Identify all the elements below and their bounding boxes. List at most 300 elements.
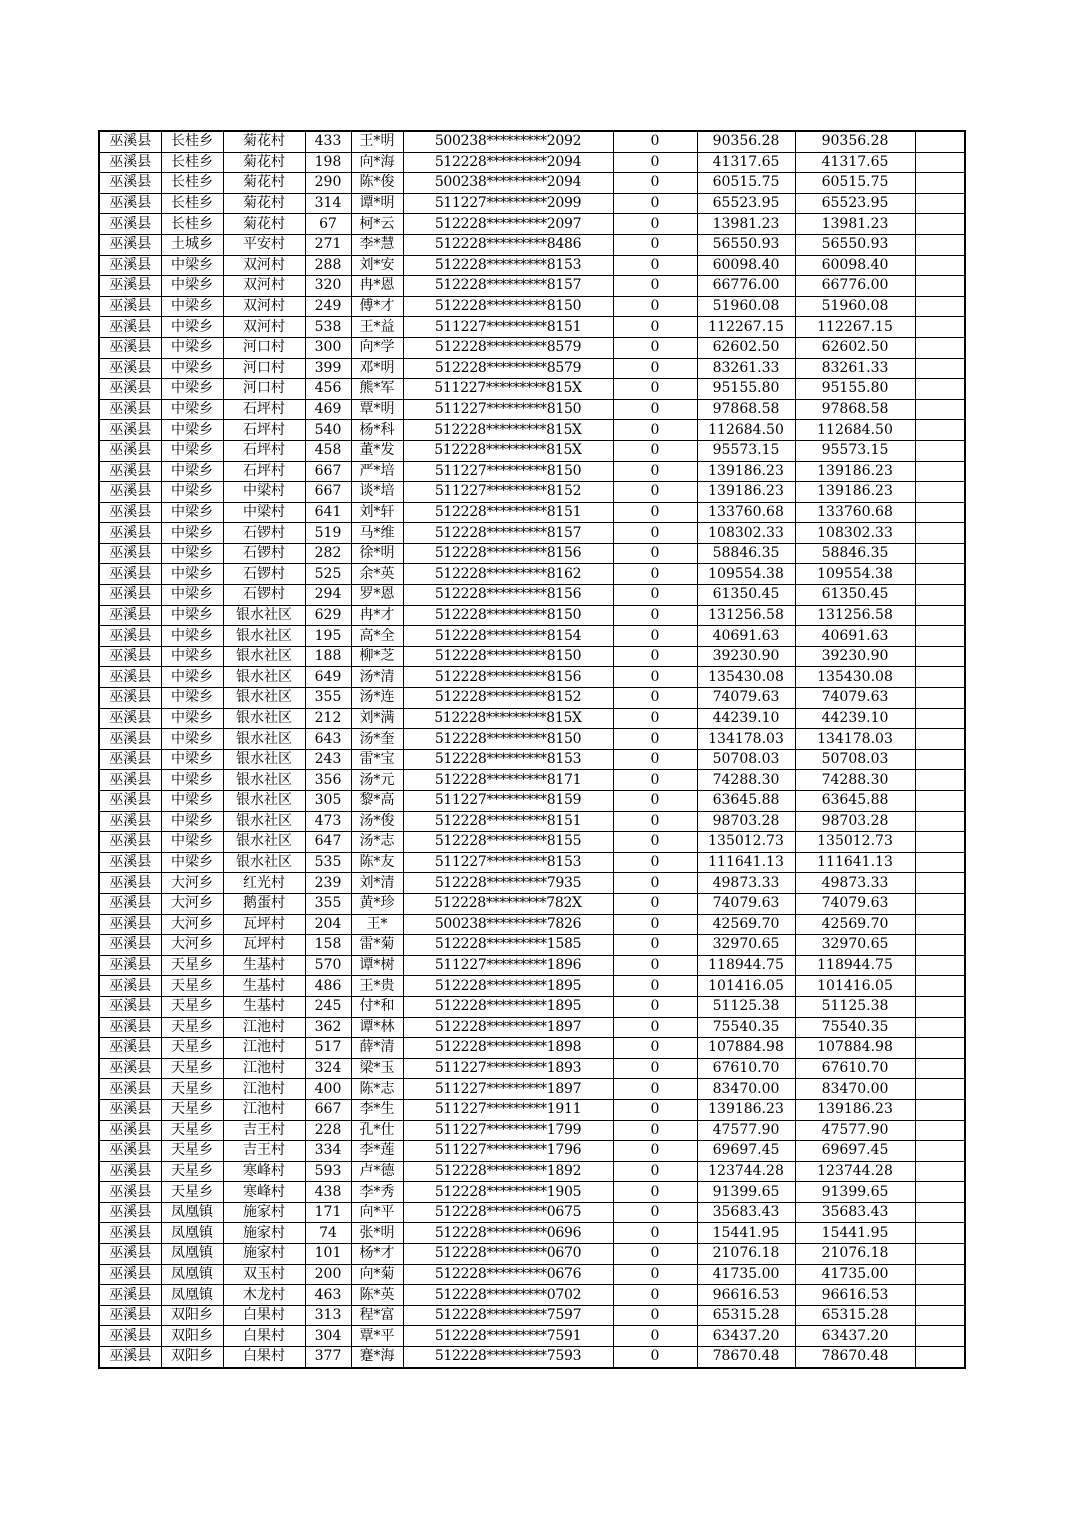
county-cell: 巫溪县 — [99, 626, 161, 647]
village-cell: 菊花村 — [223, 173, 305, 194]
county-cell: 巫溪县 — [99, 729, 161, 750]
table-row — [99, 605, 965, 626]
amount-cell: 96616.53 — [697, 1285, 795, 1306]
table-row — [99, 234, 965, 255]
flag-cell: 0 — [613, 358, 697, 379]
note-cell — [915, 337, 965, 358]
township-cell: 天星乡 — [161, 1038, 223, 1059]
id-number-cell: 512228*********8150 — [403, 729, 613, 750]
table-row — [99, 276, 965, 297]
village-cell: 石锣村 — [223, 585, 305, 606]
village-cell: 江池村 — [223, 1099, 305, 1120]
total-cell: 13981.23 — [795, 214, 915, 235]
table-row — [99, 708, 965, 729]
flag-cell: 0 — [613, 440, 697, 461]
amount-cell: 90356.28 — [697, 131, 795, 152]
county-cell: 巫溪县 — [99, 996, 161, 1017]
area-cell: 517 — [305, 1038, 351, 1059]
area-cell: 334 — [305, 1141, 351, 1162]
amount-cell: 50708.03 — [697, 749, 795, 770]
township-cell: 天星乡 — [161, 1182, 223, 1203]
township-cell: 凤凰镇 — [161, 1264, 223, 1285]
flag-cell: 0 — [613, 955, 697, 976]
table-row — [99, 893, 965, 914]
area-cell: 486 — [305, 976, 351, 997]
id-number-cell: 512228*********8157 — [403, 523, 613, 544]
area-cell: 525 — [305, 564, 351, 585]
name-cell: 付*和 — [351, 996, 403, 1017]
flag-cell: 0 — [613, 1058, 697, 1079]
note-cell — [915, 379, 965, 400]
county-cell: 巫溪县 — [99, 564, 161, 585]
amount-cell: 63437.20 — [697, 1326, 795, 1347]
flag-cell: 0 — [613, 893, 697, 914]
flag-cell: 0 — [613, 996, 697, 1017]
flag-cell: 0 — [613, 379, 697, 400]
amount-cell: 98703.28 — [697, 811, 795, 832]
flag-cell: 0 — [613, 1017, 697, 1038]
note-cell — [915, 914, 965, 935]
total-cell: 83470.00 — [795, 1079, 915, 1100]
name-cell: 黎*高 — [351, 791, 403, 812]
village-cell: 菊花村 — [223, 131, 305, 152]
area-cell: 399 — [305, 358, 351, 379]
county-cell: 巫溪县 — [99, 1099, 161, 1120]
township-cell: 中梁乡 — [161, 605, 223, 626]
area-cell: 304 — [305, 1326, 351, 1347]
flag-cell: 0 — [613, 131, 697, 152]
village-cell: 石坪村 — [223, 420, 305, 441]
total-cell: 135012.73 — [795, 832, 915, 853]
name-cell: 汤*志 — [351, 832, 403, 853]
township-cell: 天星乡 — [161, 955, 223, 976]
note-cell — [915, 317, 965, 338]
flag-cell: 0 — [613, 214, 697, 235]
flag-cell: 0 — [613, 399, 697, 420]
county-cell: 巫溪县 — [99, 440, 161, 461]
township-cell: 双阳乡 — [161, 1347, 223, 1368]
township-cell: 中梁乡 — [161, 440, 223, 461]
note-cell — [915, 1161, 965, 1182]
village-cell: 白果村 — [223, 1326, 305, 1347]
table-row — [99, 935, 965, 956]
total-cell: 74288.30 — [795, 770, 915, 791]
note-cell — [915, 646, 965, 667]
table-row — [99, 420, 965, 441]
total-cell: 47577.90 — [795, 1120, 915, 1141]
amount-cell: 75540.35 — [697, 1017, 795, 1038]
flag-cell: 0 — [613, 914, 697, 935]
id-number-cell: 512228*********8156 — [403, 667, 613, 688]
county-cell: 巫溪县 — [99, 482, 161, 503]
name-cell: 冉*才 — [351, 605, 403, 626]
table-row — [99, 502, 965, 523]
id-number-cell: 511227*********8153 — [403, 852, 613, 873]
amount-cell: 91399.65 — [697, 1182, 795, 1203]
total-cell: 44239.10 — [795, 708, 915, 729]
county-cell: 巫溪县 — [99, 131, 161, 152]
name-cell: 王*益 — [351, 317, 403, 338]
id-number-cell: 511227*********8150 — [403, 399, 613, 420]
note-cell — [915, 1264, 965, 1285]
total-cell: 133760.68 — [795, 502, 915, 523]
table-row — [99, 1058, 965, 1079]
area-cell: 458 — [305, 440, 351, 461]
note-cell — [915, 791, 965, 812]
county-cell: 巫溪县 — [99, 1305, 161, 1326]
township-cell: 中梁乡 — [161, 585, 223, 606]
table-row — [99, 1182, 965, 1203]
total-cell: 15441.95 — [795, 1223, 915, 1244]
amount-cell: 74079.63 — [697, 893, 795, 914]
table-row — [99, 358, 965, 379]
id-number-cell: 512228*********2094 — [403, 152, 613, 173]
amount-cell: 63645.88 — [697, 791, 795, 812]
id-number-cell: 512228*********8156 — [403, 585, 613, 606]
area-cell: 243 — [305, 749, 351, 770]
county-cell: 巫溪县 — [99, 523, 161, 544]
flag-cell: 0 — [613, 337, 697, 358]
name-cell: 柳*芝 — [351, 646, 403, 667]
note-cell — [915, 852, 965, 873]
note-cell — [915, 770, 965, 791]
name-cell: 王*明 — [351, 131, 403, 152]
name-cell: 谭*明 — [351, 193, 403, 214]
amount-cell: 135012.73 — [697, 832, 795, 853]
county-cell: 巫溪县 — [99, 234, 161, 255]
area-cell: 356 — [305, 770, 351, 791]
name-cell: 陈*英 — [351, 1285, 403, 1306]
name-cell: 黄*珍 — [351, 893, 403, 914]
amount-cell: 61350.45 — [697, 585, 795, 606]
amount-cell: 109554.38 — [697, 564, 795, 585]
table-row — [99, 852, 965, 873]
amount-cell: 131256.58 — [697, 605, 795, 626]
note-cell — [915, 502, 965, 523]
name-cell: 陈*俊 — [351, 173, 403, 194]
county-cell: 巫溪县 — [99, 1182, 161, 1203]
amount-cell: 74288.30 — [697, 770, 795, 791]
table-row — [99, 1099, 965, 1120]
name-cell: 李*莲 — [351, 1141, 403, 1162]
county-cell: 巫溪县 — [99, 358, 161, 379]
id-number-cell: 512228*********8151 — [403, 502, 613, 523]
area-cell: 362 — [305, 1017, 351, 1038]
table-row — [99, 399, 965, 420]
area-cell: 271 — [305, 234, 351, 255]
county-cell: 巫溪县 — [99, 276, 161, 297]
amount-cell: 15441.95 — [697, 1223, 795, 1244]
total-cell: 63645.88 — [795, 791, 915, 812]
total-cell: 65523.95 — [795, 193, 915, 214]
name-cell: 罗*恩 — [351, 585, 403, 606]
area-cell: 456 — [305, 379, 351, 400]
amount-cell: 112684.50 — [697, 420, 795, 441]
id-number-cell: 511227*********8151 — [403, 317, 613, 338]
note-cell — [915, 523, 965, 544]
flag-cell: 0 — [613, 193, 697, 214]
name-cell: 汤*连 — [351, 688, 403, 709]
amount-cell: 41317.65 — [697, 152, 795, 173]
area-cell: 294 — [305, 585, 351, 606]
amount-cell: 39230.90 — [697, 646, 795, 667]
area-cell: 438 — [305, 1182, 351, 1203]
village-cell: 江池村 — [223, 1058, 305, 1079]
amount-cell: 35683.43 — [697, 1202, 795, 1223]
area-cell: 433 — [305, 131, 351, 152]
village-cell: 银水社区 — [223, 729, 305, 750]
village-cell: 菊花村 — [223, 193, 305, 214]
total-cell: 97868.58 — [795, 399, 915, 420]
township-cell: 天星乡 — [161, 996, 223, 1017]
total-cell: 101416.05 — [795, 976, 915, 997]
total-cell: 91399.65 — [795, 1182, 915, 1203]
township-cell: 天星乡 — [161, 1141, 223, 1162]
township-cell: 中梁乡 — [161, 337, 223, 358]
flag-cell: 0 — [613, 832, 697, 853]
village-cell: 白果村 — [223, 1305, 305, 1326]
county-cell: 巫溪县 — [99, 502, 161, 523]
amount-cell: 83261.33 — [697, 358, 795, 379]
flag-cell: 0 — [613, 1182, 697, 1203]
flag-cell: 0 — [613, 1120, 697, 1141]
table-row — [99, 770, 965, 791]
total-cell: 56550.93 — [795, 234, 915, 255]
id-number-cell: 512228*********1897 — [403, 1017, 613, 1038]
county-cell: 巫溪县 — [99, 893, 161, 914]
area-cell: 643 — [305, 729, 351, 750]
amount-cell: 139186.23 — [697, 482, 795, 503]
area-cell: 228 — [305, 1120, 351, 1141]
county-cell: 巫溪县 — [99, 461, 161, 482]
id-number-cell: 512228*********8579 — [403, 358, 613, 379]
note-cell — [915, 543, 965, 564]
note-cell — [915, 585, 965, 606]
note-cell — [915, 1285, 965, 1306]
name-cell: 徐*明 — [351, 543, 403, 564]
county-cell: 巫溪县 — [99, 1058, 161, 1079]
name-cell: 杨*科 — [351, 420, 403, 441]
name-cell: 谭*树 — [351, 955, 403, 976]
note-cell — [915, 1038, 965, 1059]
county-cell: 巫溪县 — [99, 1347, 161, 1368]
area-cell: 158 — [305, 935, 351, 956]
table-row — [99, 1305, 965, 1326]
amount-cell: 83470.00 — [697, 1079, 795, 1100]
name-cell: 李*秀 — [351, 1182, 403, 1203]
table-row — [99, 996, 965, 1017]
county-cell: 巫溪县 — [99, 1161, 161, 1182]
id-number-cell: 511227*********1893 — [403, 1058, 613, 1079]
flag-cell: 0 — [613, 1161, 697, 1182]
village-cell: 瓦坪村 — [223, 935, 305, 956]
note-cell — [915, 1099, 965, 1120]
table-row — [99, 832, 965, 853]
village-cell: 河口村 — [223, 358, 305, 379]
county-cell: 巫溪县 — [99, 1326, 161, 1347]
note-cell — [915, 708, 965, 729]
village-cell: 吉王村 — [223, 1120, 305, 1141]
village-cell: 中梁村 — [223, 482, 305, 503]
county-cell: 巫溪县 — [99, 585, 161, 606]
table-row — [99, 729, 965, 750]
amount-cell: 49873.33 — [697, 873, 795, 894]
township-cell: 中梁乡 — [161, 482, 223, 503]
note-cell — [915, 1058, 965, 1079]
flag-cell: 0 — [613, 626, 697, 647]
id-number-cell: 512228*********815X — [403, 420, 613, 441]
total-cell: 62602.50 — [795, 337, 915, 358]
county-cell: 巫溪县 — [99, 317, 161, 338]
township-cell: 天星乡 — [161, 1120, 223, 1141]
area-cell: 198 — [305, 152, 351, 173]
village-cell: 银水社区 — [223, 646, 305, 667]
amount-cell: 112267.15 — [697, 317, 795, 338]
id-number-cell: 512228*********8153 — [403, 749, 613, 770]
township-cell: 中梁乡 — [161, 749, 223, 770]
area-cell: 300 — [305, 337, 351, 358]
amount-cell: 74079.63 — [697, 688, 795, 709]
area-cell: 355 — [305, 688, 351, 709]
amount-cell: 40691.63 — [697, 626, 795, 647]
note-cell — [915, 955, 965, 976]
flag-cell: 0 — [613, 1099, 697, 1120]
flag-cell: 0 — [613, 1223, 697, 1244]
flag-cell: 0 — [613, 729, 697, 750]
note-cell — [915, 729, 965, 750]
name-cell: 汤*元 — [351, 770, 403, 791]
total-cell: 69697.45 — [795, 1141, 915, 1162]
amount-cell: 123744.28 — [697, 1161, 795, 1182]
flag-cell: 0 — [613, 852, 697, 873]
note-cell — [915, 296, 965, 317]
id-number-cell: 511227*********1896 — [403, 955, 613, 976]
total-cell: 95155.80 — [795, 379, 915, 400]
village-cell: 石锣村 — [223, 523, 305, 544]
county-cell: 巫溪县 — [99, 832, 161, 853]
township-cell: 中梁乡 — [161, 543, 223, 564]
village-cell: 石锣村 — [223, 543, 305, 564]
total-cell: 32970.65 — [795, 935, 915, 956]
county-cell: 巫溪县 — [99, 646, 161, 667]
village-cell: 平安村 — [223, 234, 305, 255]
table-row — [99, 296, 965, 317]
county-cell: 巫溪县 — [99, 811, 161, 832]
village-cell: 菊花村 — [223, 214, 305, 235]
township-cell: 长桂乡 — [161, 193, 223, 214]
table-row — [99, 1326, 965, 1347]
total-cell: 139186.23 — [795, 482, 915, 503]
flag-cell: 0 — [613, 1264, 697, 1285]
village-cell: 生基村 — [223, 976, 305, 997]
village-cell: 江池村 — [223, 1017, 305, 1038]
flag-cell: 0 — [613, 1244, 697, 1265]
note-cell — [915, 255, 965, 276]
area-cell: 667 — [305, 1099, 351, 1120]
table-row — [99, 1141, 965, 1162]
note-cell — [915, 1182, 965, 1203]
note-cell — [915, 667, 965, 688]
note-cell — [915, 131, 965, 152]
flag-cell: 0 — [613, 1326, 697, 1347]
village-cell: 鹅蛋村 — [223, 893, 305, 914]
note-cell — [915, 811, 965, 832]
flag-cell: 0 — [613, 1202, 697, 1223]
township-cell: 中梁乡 — [161, 358, 223, 379]
id-number-cell: 512228*********1905 — [403, 1182, 613, 1203]
name-cell: 汤*奎 — [351, 729, 403, 750]
id-number-cell: 511227*********8159 — [403, 791, 613, 812]
village-cell: 双玉村 — [223, 1264, 305, 1285]
name-cell: 谈*培 — [351, 482, 403, 503]
name-cell: 薛*清 — [351, 1038, 403, 1059]
township-cell: 中梁乡 — [161, 688, 223, 709]
total-cell: 112684.50 — [795, 420, 915, 441]
flag-cell: 0 — [613, 502, 697, 523]
county-cell: 巫溪县 — [99, 173, 161, 194]
total-cell: 107884.98 — [795, 1038, 915, 1059]
village-cell: 银水社区 — [223, 626, 305, 647]
township-cell: 中梁乡 — [161, 399, 223, 420]
total-cell: 51960.08 — [795, 296, 915, 317]
township-cell: 天星乡 — [161, 1099, 223, 1120]
township-cell: 中梁乡 — [161, 832, 223, 853]
flag-cell: 0 — [613, 1347, 697, 1368]
table-row — [99, 1161, 965, 1182]
note-cell — [915, 234, 965, 255]
area-cell: 473 — [305, 811, 351, 832]
flag-cell: 0 — [613, 317, 697, 338]
area-cell: 195 — [305, 626, 351, 647]
amount-cell: 133760.68 — [697, 502, 795, 523]
village-cell: 石坪村 — [223, 461, 305, 482]
township-cell: 中梁乡 — [161, 502, 223, 523]
flag-cell: 0 — [613, 1079, 697, 1100]
total-cell: 39230.90 — [795, 646, 915, 667]
flag-cell: 0 — [613, 708, 697, 729]
total-cell: 40691.63 — [795, 626, 915, 647]
village-cell: 菊花村 — [223, 152, 305, 173]
township-cell: 中梁乡 — [161, 461, 223, 482]
area-cell: 313 — [305, 1305, 351, 1326]
flag-cell: 0 — [613, 234, 697, 255]
id-number-cell: 511227*********1897 — [403, 1079, 613, 1100]
table-row — [99, 317, 965, 338]
amount-cell: 95155.80 — [697, 379, 795, 400]
area-cell: 101 — [305, 1244, 351, 1265]
id-number-cell: 512228*********8171 — [403, 770, 613, 791]
total-cell: 131256.58 — [795, 605, 915, 626]
flag-cell: 0 — [613, 1285, 697, 1306]
total-cell: 96616.53 — [795, 1285, 915, 1306]
table-row — [99, 1079, 965, 1100]
total-cell: 74079.63 — [795, 893, 915, 914]
total-cell: 60098.40 — [795, 255, 915, 276]
table-row — [99, 1202, 965, 1223]
village-cell: 双河村 — [223, 317, 305, 338]
name-cell: 冉*恩 — [351, 276, 403, 297]
id-number-cell: 511227*********1796 — [403, 1141, 613, 1162]
name-cell: 余*英 — [351, 564, 403, 585]
area-cell: 188 — [305, 646, 351, 667]
flag-cell: 0 — [613, 1038, 697, 1059]
village-cell: 银水社区 — [223, 708, 305, 729]
county-cell: 巫溪县 — [99, 1079, 161, 1100]
amount-cell: 111641.13 — [697, 852, 795, 873]
total-cell: 35683.43 — [795, 1202, 915, 1223]
name-cell: 陈*友 — [351, 852, 403, 873]
county-cell: 巫溪县 — [99, 337, 161, 358]
